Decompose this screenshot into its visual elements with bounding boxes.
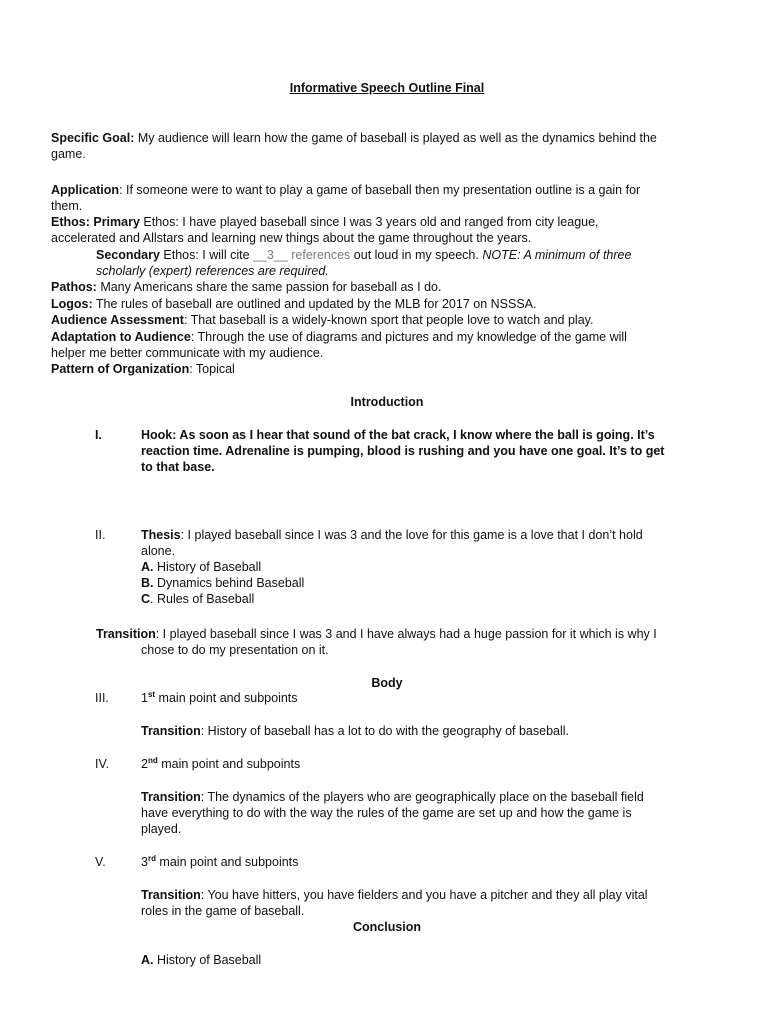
- conclusion-point-a-letter: A.: [141, 953, 154, 967]
- adaptation-label: Adaptation to Audience: [51, 330, 191, 344]
- intro-transition-line-2: chose to do my presentation on it.: [141, 643, 329, 657]
- pattern-text: : Topical: [189, 362, 235, 376]
- thesis-point-b: [141, 575, 731, 591]
- pattern-label: Pattern of Organization: [51, 362, 190, 376]
- specific-goal-text: My audience will learn how the game of baseball is played as well as the dynamics behind the: [134, 131, 657, 145]
- body-point-3-label: main point and subpoints: [155, 855, 299, 869]
- audience-assessment: [51, 312, 731, 328]
- intro-transition: [96, 626, 726, 658]
- intro-transition-label: Transition: [96, 627, 156, 641]
- hook-numeral: I.: [95, 428, 102, 442]
- body-point-3-text: [141, 854, 731, 870]
- adaptation-text: : Through the use of diagrams and pictures and my knowledge of the game will: [190, 330, 627, 344]
- thesis-line-2: alone.: [141, 544, 176, 558]
- body-point-3-ordinal: 3: [141, 855, 148, 869]
- audience-assessment-text: : That baseball is a widely-known sport that people love to watch and play.: [183, 313, 594, 327]
- thesis-point-a: [141, 559, 731, 575]
- thesis-point-c-text: . Rules of Baseball: [150, 592, 255, 606]
- body-point-1-transition: [141, 723, 731, 739]
- body-point-2-transition-line-3: played.: [141, 822, 182, 836]
- ethos-secondary: [96, 247, 736, 279]
- references-count: __3__ references: [253, 248, 351, 262]
- application-text: : If someone were to want to play a game of baseball then my presentation outline is a gain for: [119, 183, 641, 197]
- hook-line-3: to that base.: [141, 460, 215, 474]
- specific-goal: [51, 130, 731, 162]
- introduction-heading: Introduction: [350, 395, 424, 409]
- ethos-secondary-label: Secondary: [96, 248, 160, 262]
- body-point-1-label: main point and subpoints: [155, 691, 298, 705]
- conclusion-heading: Conclusion: [352, 920, 422, 934]
- body-point-3-transition-line-1: : You have hitters, you have fielders and you have a pitcher and they all play vital: [200, 888, 648, 902]
- logos: [51, 296, 731, 312]
- specific-goal-text-2: game.: [51, 147, 86, 161]
- thesis-label: Thesis: [141, 528, 181, 542]
- body-point-2-suffix: nd: [147, 755, 158, 765]
- hook-text: [141, 427, 731, 475]
- body-point-2-transition-line-2: have everything to do with the way the rules of the game are set up and how the game is: [141, 806, 632, 820]
- pattern: [51, 361, 731, 377]
- body-point-3-transition: [141, 887, 731, 919]
- body-point-1-ordinal: 1: [141, 691, 148, 705]
- thesis-text: [141, 527, 731, 607]
- audience-assessment-label: Audience Assessment: [51, 313, 184, 327]
- pathos-label: Pathos:: [51, 280, 97, 294]
- thesis-numeral: II.: [95, 528, 106, 542]
- pathos-text: Many Americans share the same passion for baseball as I do.: [96, 280, 442, 294]
- document-title: Informative Speech Outline Final: [289, 81, 485, 95]
- ethos-primary-label: Ethos: Primary: [51, 215, 140, 229]
- body-point-2-numeral: IV.: [95, 757, 110, 771]
- ethos-primary-text-2: accelerated and Allstars and learning new things about the game throughout the years.: [51, 231, 532, 245]
- body-point-2-text: [141, 756, 731, 772]
- thesis-point-a-text: History of Baseball: [153, 560, 262, 574]
- body-point-3-suffix: rd: [147, 853, 156, 863]
- body-point-1-suffix: st: [147, 689, 156, 699]
- logos-text: The rules of baseball are outlined and updated by the MLB for 2017 on NSSSA.: [92, 297, 537, 311]
- application-text-2: them.: [51, 199, 83, 213]
- application: [51, 182, 731, 214]
- thesis-point-a-letter: A.: [141, 560, 154, 574]
- body-point-1-text: [141, 690, 731, 706]
- specific-goal-label: Specific Goal:: [51, 131, 135, 145]
- thesis-line-1: : I played baseball since I was 3 and the love for this game is a love that I don’t hold: [180, 528, 643, 542]
- ethos-note: NOTE: A minimum of three: [482, 248, 632, 262]
- logos-label: Logos:: [51, 297, 93, 311]
- ethos-note-2: scholarly (expert) references are required.: [96, 264, 329, 278]
- ethos-secondary-text: Ethos: I will cite: [159, 248, 254, 262]
- conclusion-point-a: [141, 952, 731, 968]
- thesis-point-b-text: Dynamics behind Baseball: [153, 576, 305, 590]
- adaptation-text-2: helper me better communicate with my audience.: [51, 346, 324, 360]
- body-point-1-transition-text: : History of baseball has a lot to do with the geography of baseball.: [200, 724, 570, 738]
- body-heading: Body: [371, 676, 403, 690]
- ethos-secondary-text-b: out loud in my speech.: [350, 248, 483, 262]
- conclusion-point-a-text: History of Baseball: [153, 953, 262, 967]
- intro-transition-line-1: : I played baseball since I was 3 and I have always had a huge passion for it which is why I: [155, 627, 657, 641]
- hook-line-2: reaction time. Adrenaline is pumping, blood is rushing and you have one goal. It’s to get: [141, 444, 665, 458]
- body-point-2-ordinal: 2: [141, 757, 148, 771]
- ethos-primary-text: Ethos: I have played baseball since I was 3 years old and ranged from city league,: [139, 215, 599, 229]
- body-point-2-transition-label: Transition: [141, 790, 201, 804]
- hook-line-1: Hook: As soon as I hear that sound of the bat crack, I know where the ball is going. It’s: [141, 428, 655, 442]
- thesis-point-c: [141, 591, 731, 607]
- body-point-1-transition-label: Transition: [141, 724, 201, 738]
- pathos: [51, 279, 731, 295]
- application-label: Application: [51, 183, 120, 197]
- ethos-primary: [51, 214, 731, 246]
- thesis-point-c-letter: C: [141, 592, 151, 606]
- body-point-3-transition-label: Transition: [141, 888, 201, 902]
- thesis-point-b-letter: B.: [141, 576, 154, 590]
- body-point-3-transition-line-2: roles in the game of baseball.: [141, 904, 305, 918]
- body-point-3-numeral: V.: [95, 855, 106, 869]
- body-point-1-numeral: III.: [95, 691, 109, 705]
- adaptation: [51, 329, 731, 361]
- body-point-2-label: main point and subpoints: [157, 757, 301, 771]
- body-point-2-transition-line-1: : The dynamics of the players who are geographically place on the baseball field: [200, 790, 644, 804]
- body-point-2-transition: [141, 789, 731, 837]
